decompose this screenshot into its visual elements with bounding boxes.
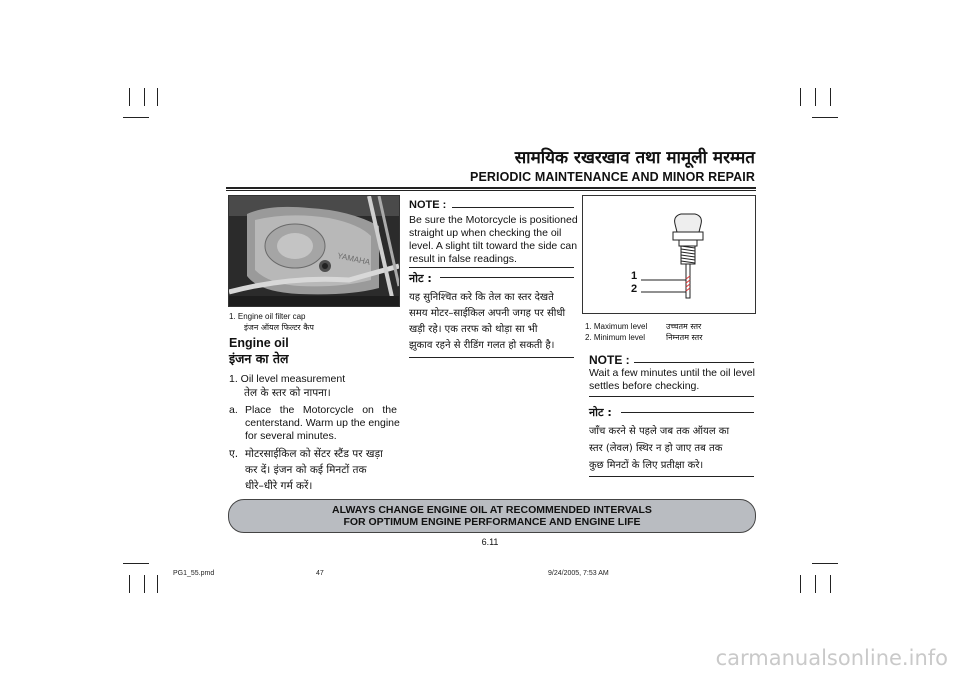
engine-illustration [229,196,399,306]
note-text-hindi: स्तर (लेवल) स्थिर न हो जाए तब तक [589,443,723,454]
step-title-hindi: तेल के स्तर को नापना। [244,387,331,399]
crop-mark [123,563,149,564]
note-text-hindi: जाँच करने से पहले जब तक ऑयल का [589,426,730,437]
note-label-hindi: नोट : [589,406,612,419]
header-rule [226,190,756,191]
note-rule [440,277,574,278]
note-label: NOTE : [589,353,630,367]
footer-date: 9/24/2005, 7:53 AM [548,570,609,577]
dipstick-illustration [583,196,755,313]
dipstick-diagram [582,195,756,314]
note-text: level. A slight tilt toward the side can [409,240,578,252]
crop-mark [812,563,838,564]
note-text: settles before checking. [589,380,700,392]
legend-item-hindi: उच्चतम स्तर [666,322,702,331]
crop-mark [144,575,145,593]
engine-photo [228,195,400,307]
legend-item: 1. Maximum level [585,322,648,331]
crop-mark [123,117,149,118]
note-rule [409,357,574,358]
diagram-label-min: 2 [631,283,638,295]
note-rule [589,476,754,477]
note-text-hindi: कुछ मिनटों के लिए प्रतीक्षा करे। [589,460,704,471]
footer-page: 47 [316,570,324,577]
crop-mark [157,575,158,593]
note-text: Wait a few minutes until the oil level [589,367,755,379]
instruction-line: for several minutes. [245,430,337,442]
crop-mark [800,88,801,106]
note-rule [452,207,574,208]
note-rule [621,412,754,413]
note-rule [634,362,754,363]
page-title: PERIODIC MAINTENANCE AND MINOR REPAIR [470,170,755,184]
legend-item: 2. Minimum level [585,333,646,342]
page-number: 6.11 [481,537,499,547]
crop-mark [815,575,816,593]
photo-caption-hindi: इंजन ऑयल फिल्टर कैप [244,323,314,332]
header-rule [226,187,756,189]
note-text-hindi: खड़ी रहे। एक तरफ को थोड़ा सा भी [409,324,538,335]
note-text-hindi: समय मोटर–साईकिल अपनी जगह पर सीधी [409,308,566,319]
crop-mark [830,575,831,593]
instruction-line: Place the Motorcycle on the [245,404,397,416]
crop-mark [157,88,158,106]
section-heading-hindi: इंजन का तेल [229,351,289,366]
note-text: Be sure the Motorcycle is positioned [409,214,578,226]
step-title: 1. Oil level measurement [229,373,346,385]
watermark: carmanualsonline.info [715,646,948,670]
note-rule [409,267,574,268]
footer-filename: PG1_55.pmd [173,570,215,577]
instruction-line-hindi: धीरे–धीरे गर्म करें। [245,480,313,492]
crop-mark [144,88,145,106]
crop-mark [800,575,801,593]
important-banner [228,499,756,533]
list-marker-hindi: ए. [229,448,239,460]
instruction-line-hindi: मोटरसाईकिल को सेंटर स्टैंड पर खड़ा [245,448,383,460]
note-text: result in false readings. [409,253,517,265]
banner-line: ALWAYS CHANGE ENGINE OIL AT RECOMMENDED INTERVALS [332,504,652,516]
note-label: NOTE : [409,199,447,211]
instruction-line-hindi: कर दें। इंजन को कई मिनटों तक [245,464,367,476]
page-title-hindi: सामयिक रखरखाव तथा मामूली मरम्मत [514,148,755,168]
crop-mark [815,88,816,106]
crop-mark [830,88,831,106]
diagram-label-max: 1 [631,270,638,282]
crop-mark [129,88,130,106]
svg-text:YAMAHA: YAMAHA [336,251,371,267]
note-text: straight up when checking the oil [409,227,562,239]
note-text-hindi: यह सुनिश्चित करे कि तेल का स्तर देखते [409,292,554,303]
note-label-hindi: नोट : [409,272,432,285]
legend-item-hindi: निम्नतम स्तर [666,333,703,342]
list-marker: a. [229,404,238,416]
note-rule [589,396,754,397]
section-heading: Engine oil [229,336,289,350]
note-text-hindi: झुकाव रहने से रीडिंग गलत हो सकती है। [409,340,555,351]
instruction-line: centerstand. Warm up the engine [245,417,400,429]
photo-caption: 1. Engine oil filter cap [229,312,306,321]
crop-mark [129,575,130,593]
banner-line: FOR OPTIMUM ENGINE PERFORMANCE AND ENGINE LIFE [343,516,641,528]
crop-mark [812,117,838,118]
